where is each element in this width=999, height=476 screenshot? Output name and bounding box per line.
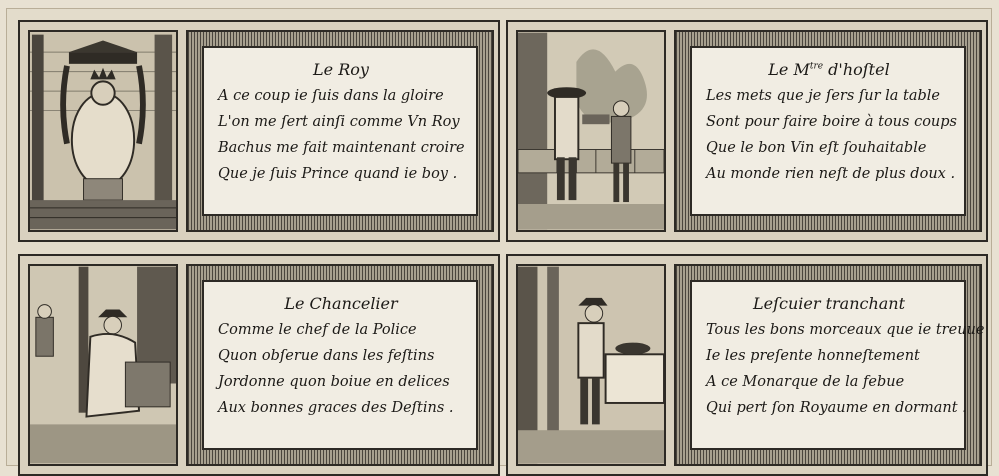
verse-line: Ie les preſente honneſtement (706, 348, 920, 364)
title-part: Le M (768, 60, 810, 79)
verse-line: A ce Monarque de la febue (706, 374, 905, 390)
verse-card (202, 280, 478, 450)
title-superscript: tre (809, 61, 824, 72)
verse-line: Tous les bons morceaux que ie treuue (706, 322, 985, 338)
verse-line: Sont pour faire boire à tous coups (706, 114, 957, 130)
verse-line: Jordonne quon boiue en delices (218, 374, 450, 390)
verse-card (690, 46, 966, 216)
verse-frame (674, 30, 982, 232)
steward-serving-icon (516, 30, 666, 232)
verse-line: Les mets que je ſers ſur la table (706, 88, 941, 104)
verse-line: A ce coup ie ſuis dans la gloire (218, 88, 444, 104)
verse-line: Comme le chef de la Police (218, 322, 417, 338)
verse-line: Qui pert ſon Royaume en dormant . (706, 400, 967, 416)
verse-line: Que je ſuis Prince quand ie boy . (218, 166, 458, 182)
verse-line: Que le bon Vin eſt ſouhaitable (706, 140, 927, 156)
verse-frame (186, 264, 494, 466)
panel-lescuier-tranchant (506, 254, 988, 476)
panel-le-chancelier (18, 254, 500, 476)
verse-line: L'on me ſert ainſi comme Vn Roy (218, 114, 460, 130)
king-on-throne-icon (28, 30, 178, 232)
verse-frame (186, 30, 494, 232)
verse-title: Le Roy (313, 60, 369, 79)
chancellor-seated-icon (28, 264, 178, 466)
panel-maitre-dhostel (506, 20, 988, 242)
carver-at-table-icon (516, 264, 666, 466)
panel-le-roy (18, 20, 500, 242)
verse-title: Le Chancelier (284, 294, 398, 313)
verse-line: Au monde rien neſt de plus doux . (706, 166, 956, 182)
verse-line: Aux bonnes graces des Deſtins . (218, 400, 454, 416)
verse-line: Quon obſerue dans les feſtins (218, 348, 435, 364)
verse-title (706, 60, 952, 79)
verse-title: Leſcuier tranchant (752, 294, 906, 313)
verse-card (690, 280, 985, 450)
title-part: d'hoſtel (823, 60, 890, 79)
verse-line: Bachus me fait maintenant croire (218, 140, 465, 156)
verse-card (202, 46, 478, 216)
print-sheet (6, 8, 992, 466)
verse-frame (674, 264, 985, 466)
